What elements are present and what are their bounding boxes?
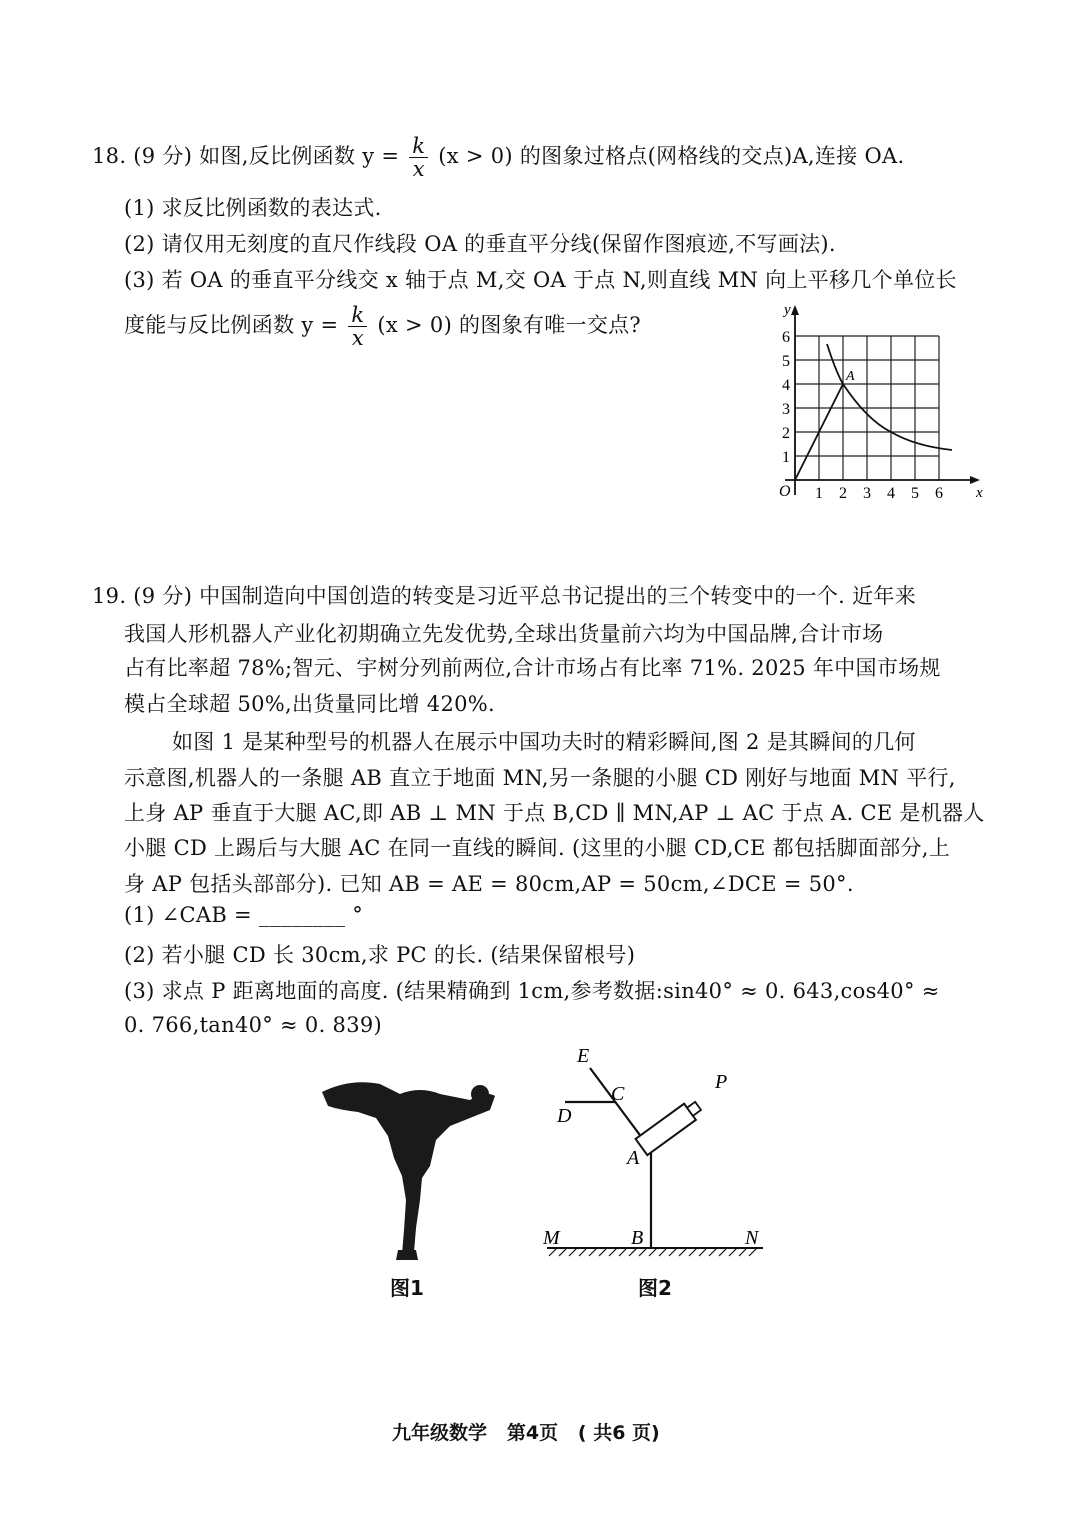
y-tick-4: 4 — [782, 377, 790, 394]
q19-sub1: (1) ∠CAB = ________ ° — [124, 903, 364, 927]
x-tick-1: 1 — [815, 485, 823, 502]
label-C: C — [611, 1083, 625, 1105]
y-tick-6: 6 — [782, 329, 790, 346]
grid-lines — [795, 336, 939, 480]
q18-line1-after: (x > 0) 的图象过格点(网格线的交点)A,连接 OA. — [438, 144, 905, 169]
q19-line8: 小腿 CD 上踢后与大腿 AC 在同一直线的瞬间. (这里的小腿 CD,CE 都包括脚面部分,上 — [124, 836, 951, 860]
x-tick-4: 4 — [887, 485, 895, 502]
fraction-numerator: k — [348, 304, 367, 327]
label-P: P — [715, 1071, 728, 1093]
figure2-schematic — [535, 1040, 785, 1270]
torso-AP — [636, 1098, 704, 1155]
label-D: D — [557, 1105, 572, 1127]
ground-hatching — [549, 1248, 757, 1256]
q19-line6: 示意图,机器人的一条腿 AB 直立于地面 MN,另一条腿的小腿 CD 刚好与地面 MN 平行, — [124, 766, 956, 790]
q19-sub3: (3) 求点 P 距离地面的高度. (结果精确到 1cm,参考数据:sin40° ≈ 0. 643,cos40° ≈ — [124, 979, 940, 1003]
q18-part3: (3) 若 OA 的垂直平分线交 x 轴于点 M,交 OA 于点 N,则直线 MN 向上平移几个单位长 — [124, 268, 957, 292]
q19-line7: 上身 AP 垂直于大腿 AC,即 AB ⊥ MN 于点 B,CD ∥ MN,AP ⊥ AC 于点 A. CE 是机器人 — [124, 801, 985, 825]
label-E: E — [577, 1045, 590, 1067]
figure1-robot-silhouette — [310, 1070, 510, 1270]
label-N: N — [745, 1227, 759, 1249]
y-tick-1: 1 — [782, 449, 790, 466]
graph-y-label: y — [784, 302, 791, 318]
q18-part1: (1) 求反比例函数的表达式. — [124, 196, 382, 220]
q18-line1-before: 18. (9 分) 如图,反比例函数 y = — [92, 144, 400, 169]
fraction-k-over-x-2 — [348, 304, 367, 349]
graph-origin-label: O — [779, 483, 791, 500]
q19-line4: 模占全球超 50%,出货量同比增 420%. — [124, 692, 496, 716]
label-M: M — [543, 1227, 560, 1249]
q18-grid-graph — [770, 300, 1000, 510]
x-tick-2: 2 — [839, 485, 847, 502]
y-axis-arrow — [791, 305, 799, 315]
q18-part3-cont-after: (x > 0) 的图象有唯一交点? — [377, 313, 641, 338]
q18-part3-cont — [124, 304, 641, 349]
graph-x-label: x — [976, 485, 983, 501]
label-B: B — [631, 1227, 644, 1249]
x-tick-3: 3 — [863, 485, 871, 502]
q18-part2: (2) 请仅用无刻度的直尺作线段 OA 的垂直平分线(保留作图痕迹,不写画法). — [124, 232, 836, 256]
graph-point-A-label: A — [846, 369, 855, 384]
q19-line5: 如图 1 是某种型号的机器人在展示中国功夫时的精彩瞬间,图 2 是其瞬间的几何 — [172, 730, 916, 754]
q18-line1 — [92, 135, 904, 180]
q19-line2: 我国人形机器人产业化初期确立先发优势,全球出货量前六均为中国品牌,合计市场 — [124, 622, 884, 646]
page-footer: 九年级数学 第4页 ( 共6 页) — [392, 1422, 660, 1444]
y-tick-2: 2 — [782, 425, 790, 442]
fraction-k-over-x — [409, 135, 428, 180]
y-tick-3: 3 — [782, 401, 790, 418]
q18-part3-cont-before: 度能与反比例函数 y = — [124, 313, 339, 338]
figure2-caption: 图2 — [638, 1276, 672, 1300]
q19-line3: 占有比率超 78%;智元、宇树分列前两位,合计市场占有比率 71%. 2025 年中国市场规 — [124, 656, 941, 680]
fraction-numerator: k — [409, 135, 428, 158]
q19-sub2: (2) 若小腿 CD 长 30cm,求 PC 的长. (结果保留根号) — [124, 943, 636, 967]
x-tick-5: 5 — [911, 485, 919, 502]
label-A: A — [627, 1147, 640, 1169]
fraction-denominator: x — [412, 157, 425, 182]
q19-line9: 身 AP 包括头部部分). 已知 AB = AE = 80cm,AP = 50cm,∠DCE = 50°. — [124, 872, 854, 896]
figure1-caption: 图1 — [390, 1276, 424, 1300]
x-axis-arrow — [970, 476, 980, 484]
y-tick-5: 5 — [782, 353, 790, 370]
x-tick-6: 6 — [935, 485, 943, 502]
q19-line1: 19. (9 分) 中国制造向中国创造的转变是习近平总书记提出的三个转变中的一个. 近年来 — [92, 584, 917, 608]
q19-sub3-cont: 0. 766,tan40° ≈ 0. 839) — [124, 1013, 383, 1037]
fraction-denominator: x — [351, 326, 364, 351]
